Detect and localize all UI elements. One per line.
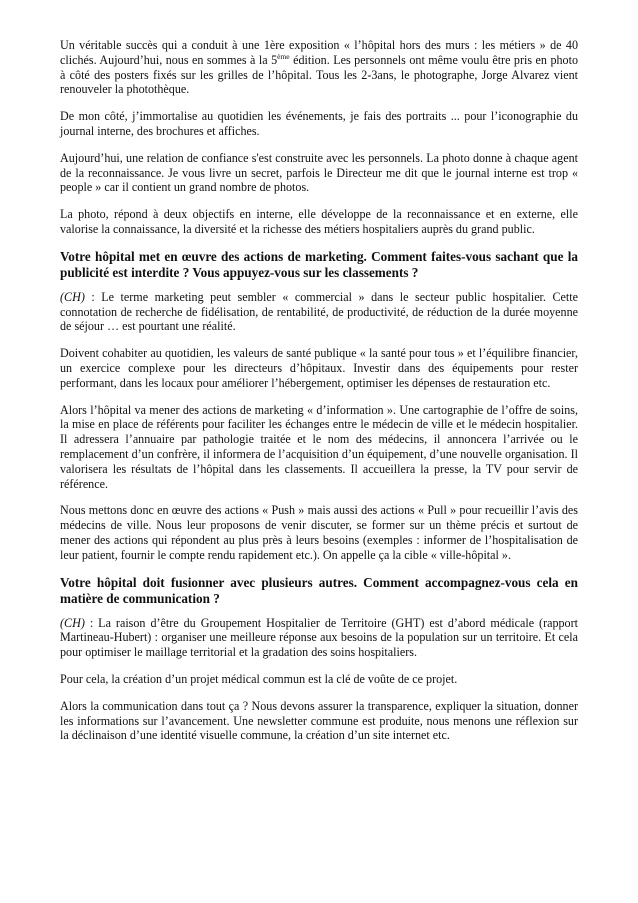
intro-p1-text-a: Un véritable succès qui a conduit à une 1ère exposition « l’hôpital hors des murs : les métiers » de 40 clichés. Aujourd’hui, nous en sommes à la 5 <box>60 38 578 67</box>
intro-paragraph-exposition <box>60 38 578 97</box>
document-page <box>60 38 578 755</box>
speaker-label: (CH) <box>60 615 85 630</box>
intro-paragraph-objectifs: La photo, répond à deux objectifs en interne, elle développe de la reconnaissance et en externe, elle valorise la connaissance, la diversité et la richesse des métiers hospitaliers auprès du grand public. <box>60 207 578 236</box>
edition-superscript: ème <box>277 51 290 61</box>
answer-fusion-p1-text: : La raison d’être du Groupement Hospitalier de Territoire (GHT) est d’abord médicale (rapport Martineau-Hubert) : organiser une meilleure réponse aux besoins de la population sur un territoire. Et cela pour optimiser le maillage territorial et la gradation des soins hospitaliers. <box>60 615 578 660</box>
answer-fusion-paragraph-1 <box>60 616 578 660</box>
question-fusion-heading: Votre hôpital doit fusionner avec plusieurs autres. Comment accompagnez-vous cela en matière de communication ? <box>60 574 578 606</box>
answer-marketing-paragraph-2: Doivent cohabiter au quotidien, les valeurs de santé publique « la santé pour tous » et l’équilibre financier, un exercice complexe pour les directeurs d’hôpitaux. Investir dans des équipements pour rester performant, dans les locaux pour améliorer l’hébergement, optimiser les dépenses de restauration etc. <box>60 346 578 390</box>
answer-fusion-paragraph-3: Alors la communication dans tout ça ? Nous devons assurer la transparence, expliquer la situation, donner les informations sur l’avancement. Une newsletter commune est produite, nous menons une réflexion sur la déclinaison d’une identité visuelle commune, la création d’un site internet etc. <box>60 698 578 743</box>
intro-paragraph-portraits: De mon côté, j’immortalise au quotidien les événements, je fais des portraits ... pour l’iconographie du journal interne, des brochures et affiches. <box>60 109 578 138</box>
intro-paragraph-confiance: Aujourd’hui, une relation de confiance s'est construite avec les personnels. La photo donne à chaque agent de la reconnaissance. Je vous livre un secret, parfois le Directeur me dit que le journal interne est trop « people » car il contient un grand nombre de photos. <box>60 150 578 195</box>
question-marketing-heading: Votre hôpital met en œuvre des actions de marketing. Comment faites-vous sachant que la publicité est interdite ? Vous appuyez-vous sur les classements ? <box>60 248 578 280</box>
answer-marketing-paragraph-4: Nous mettons donc en œuvre des actions « Push » mais aussi des actions « Pull » pour recueillir l’avis des médecins de ville. Nous leur proposons de venir discuter, se former sur un thème précis et surtout de mener des actions qui répondent au plus près à leurs besoins (exemples : informer de l’hospitalisation de leur patient, fournir le compte rendu rapidement etc.). On appelle ça la cible « ville-hôpital ». <box>60 503 578 562</box>
speaker-label: (CH) <box>60 289 85 304</box>
answer-fusion-paragraph-2: Pour cela, la création d’un projet médical commun est la clé de voûte de ce projet. <box>60 671 458 686</box>
answer-marketing-paragraph-3: Alors l’hôpital va mener des actions de marketing « d’information ». Une cartographie de l’offre de soins, la mise en place de référents pour faciliter les échanges entre le médecin de ville et le médecin hospitalier. Il adressera l’annuaire par pathologie traitée et le nom des médecins, il annoncera l’arrivée ou le remplacement d’un confrère, il informera de l’acquisition d’un équipement, d’une nouvelle organisation. Il valorisera les résultats de l’hôpital dans les classements. Il accueillera la presse, la TV pour servir de référence. <box>60 402 578 491</box>
intro-p1-text-b: édition. Les personnels ont même voulu être pris en photo à côté des posters fixés sur les grilles de l’hôpital. Tous les 2-3ans, le photographe, Jorge Alvarez vient renouveler la photothèque. <box>60 52 578 97</box>
answer-marketing-paragraph-1 <box>60 290 578 334</box>
answer-marketing-p1-text: : Le terme marketing peut sembler « commercial » dans le secteur public hospitalier. Cette connotation de recherche de fidélisation, de rentabilité, de productivité, de réduction de la durée moyenne de séjour … est pourtant une réalité. <box>60 289 578 334</box>
